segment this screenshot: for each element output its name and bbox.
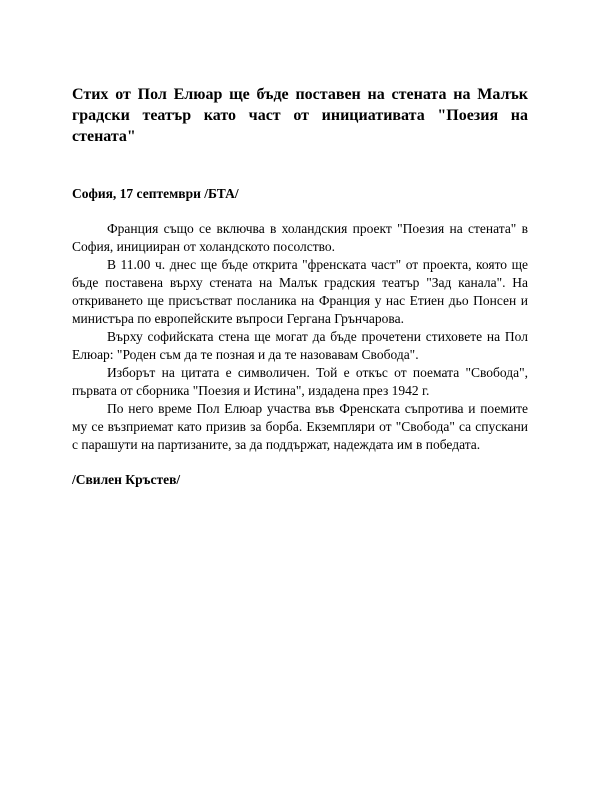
article-paragraph: В 11.00 ч. днес ще бъде открита "френската част" от проекта, която ще бъде поставена върху стената на Малък градския театър "Зад канала". На откриването ще присъстват посланика на Франция у нас Етиен дьо Понсен и министъра по европейските въпроси Гергана Грънчарова. bbox=[72, 257, 528, 326]
article-body bbox=[72, 220, 528, 454]
article-paragraph: Изборът на цитата е символичен. Той е откъс от поемата "Свобода", първата от сборника "Поезия и Истина", издадена през 1942 г. bbox=[72, 365, 528, 398]
article-paragraph: По него време Пол Елюар участва във Френската съпротива и поемите му се възприемат като призив за борба. Екземпляри от "Свобода" са спускани с парашути на партизаните, за да поддържат, надеждата им в победата. bbox=[72, 401, 528, 452]
article-headline: Стих от Пол Елюар ще бъде поставен на стената на Малък градски театър като част от инициативата "Поезия на стената" bbox=[72, 86, 528, 145]
article-paragraph: Върху софийската стена ще могат да бъде прочетени стиховете на Пол Елюар: "Роден съм да те позная и да те назовавам Свобода". bbox=[72, 329, 528, 362]
article-dateline: София, 17 септември /БТА/ bbox=[72, 186, 239, 201]
article-paragraph: Франция също се включва в холандския проект "Поезия на стената" в София, иницииран от холандското посолство. bbox=[72, 221, 528, 254]
article bbox=[72, 84, 528, 489]
article-author: /Свилен Кръстев/ bbox=[72, 472, 181, 487]
